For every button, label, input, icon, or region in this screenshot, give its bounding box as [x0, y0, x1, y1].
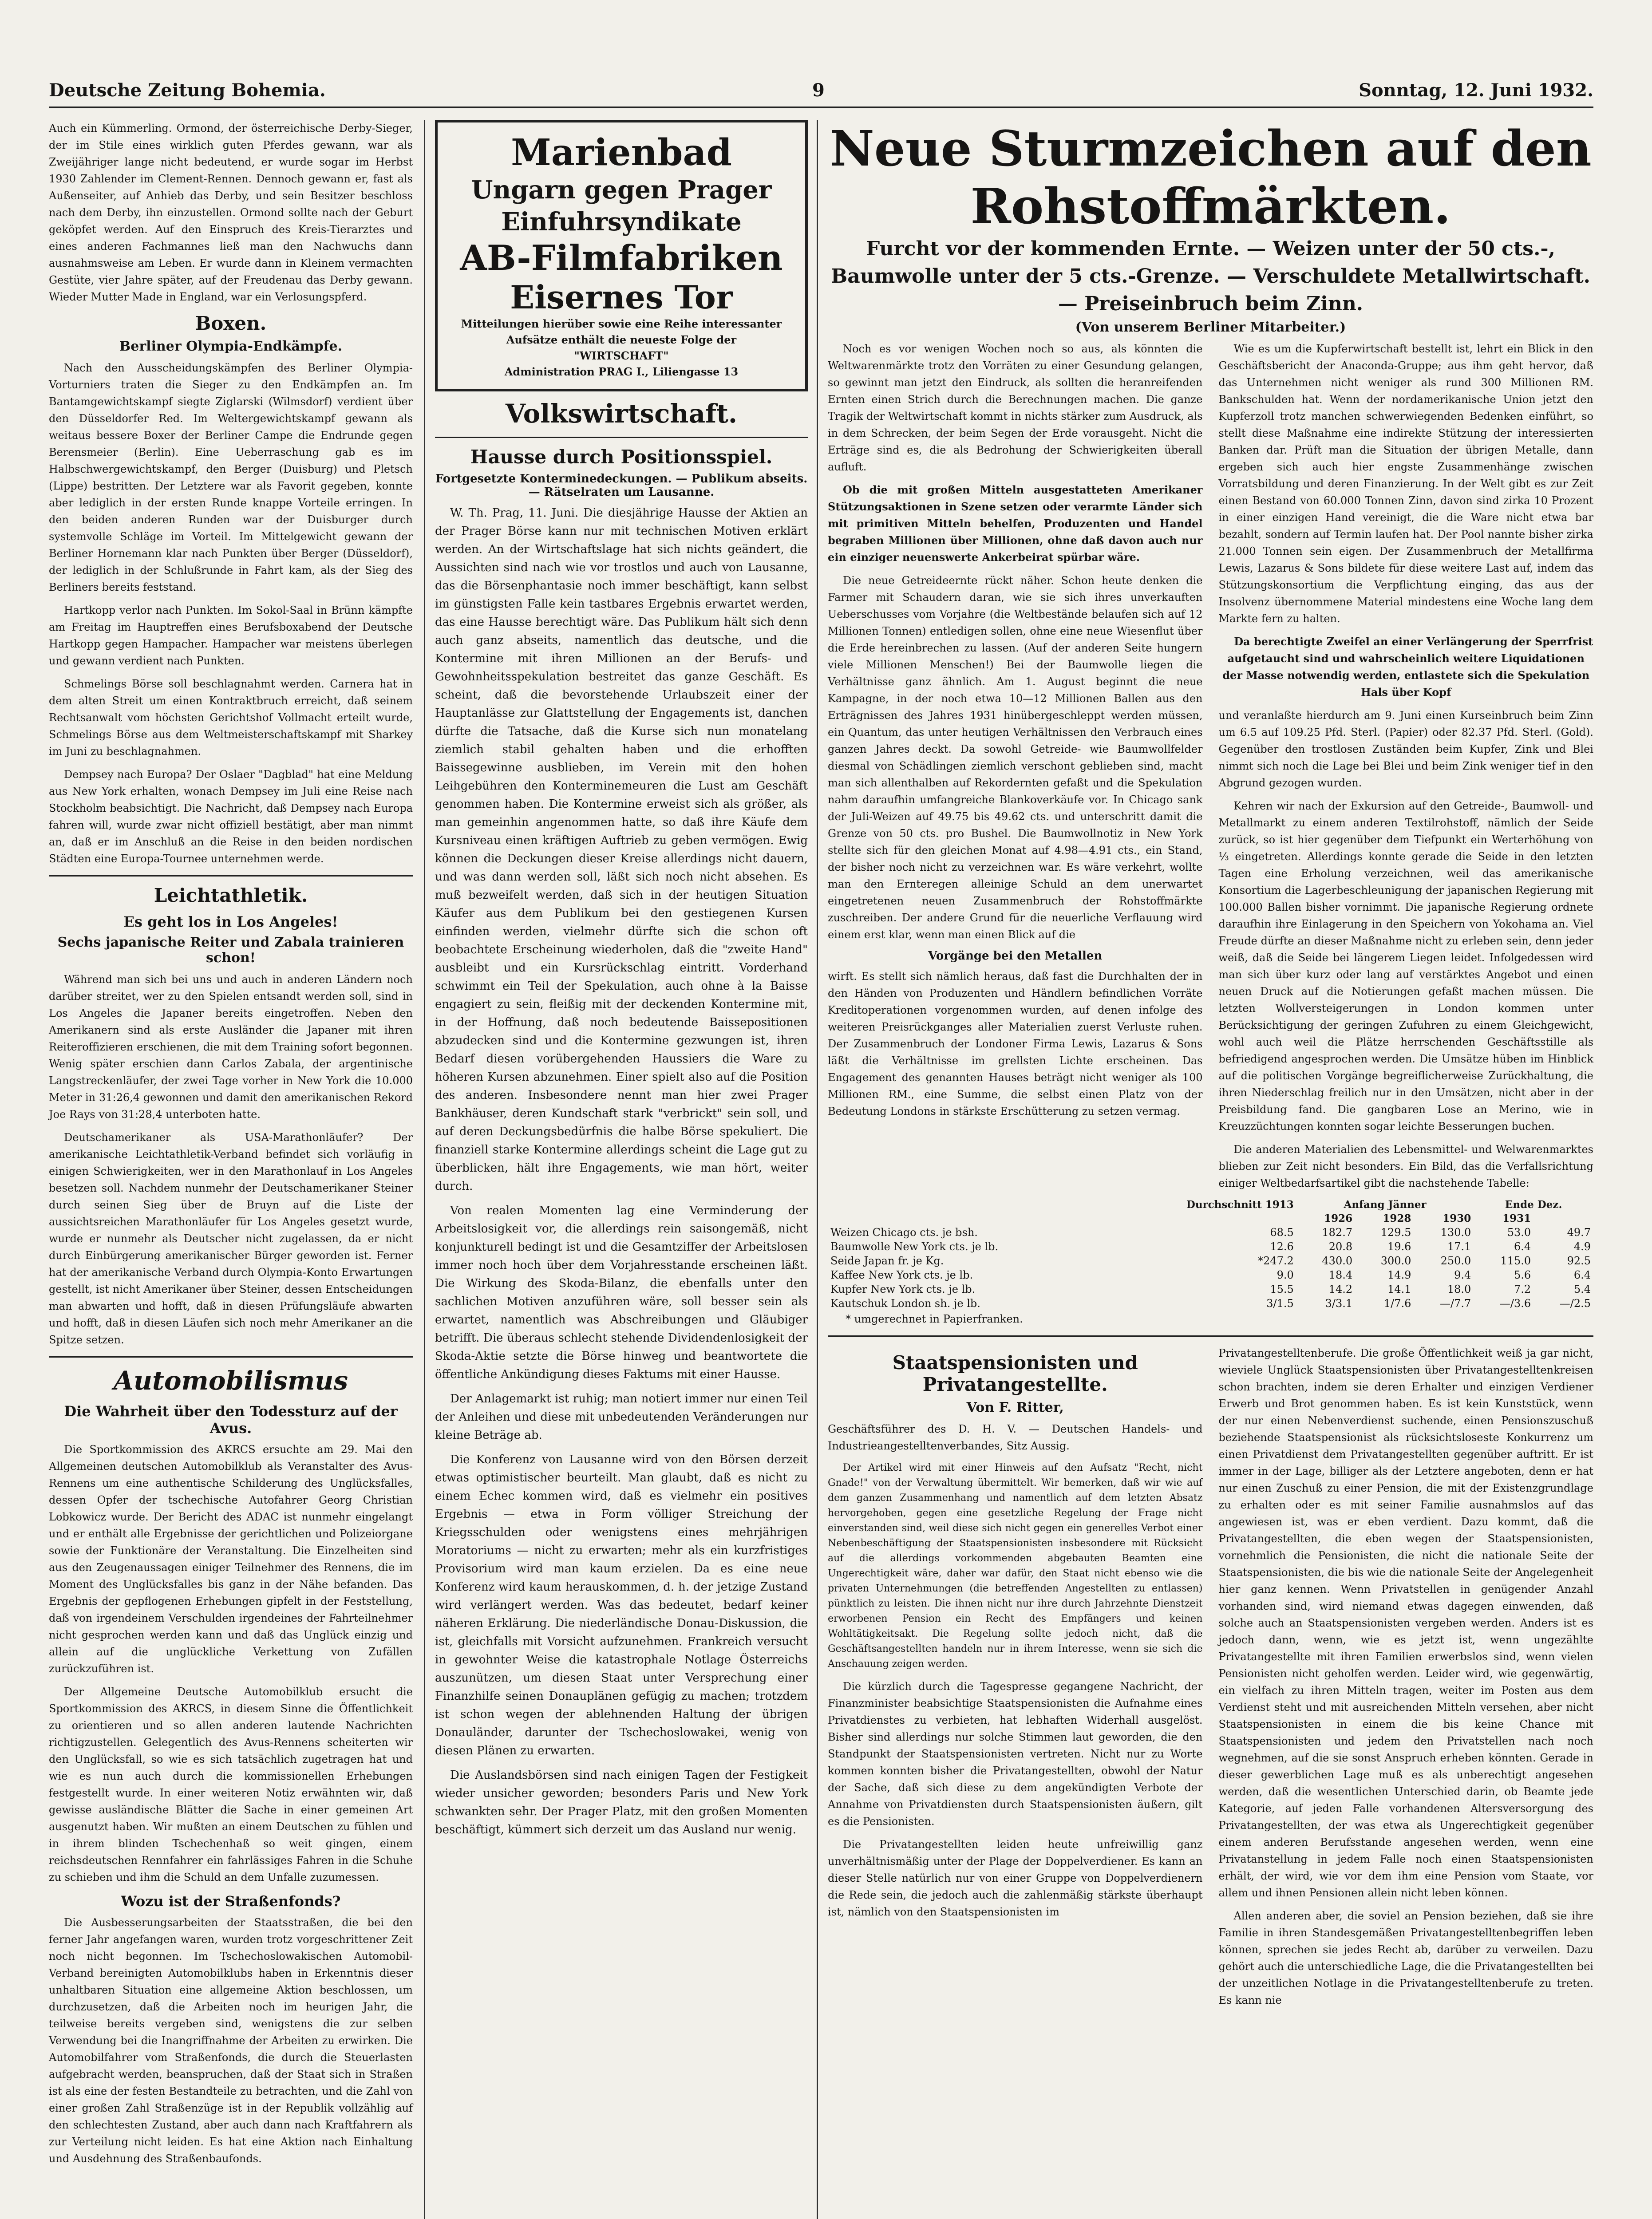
price-cell: 18.0 [1447, 1283, 1471, 1295]
table-row [828, 1240, 1593, 1254]
paragraph: Die Konferenz von Lausanne wird von den Börsen derzeit etwas optimistischer beurteilt. Man glaubt, daß es nicht zu einem Echec kommen wird, daß es vielmehr ein positives Ergebnis — etwa in Form völliger Streichung der Kriegsschulden oder wenigstens eines mehrjährigen Moratoriums — nicht zu erwarten; mehr als ein kurzfristiges Provisorium wird man kaum erzielen. Da es eine neue Konferenz wird kaum herauskommen, d. h. der jetzige Zustand wird verlängert werden. Was das bedeutet, bedarf keiner näheren Erklärung. Die niederländische Donau-Diskussion, die ist, gleichfalls mit Vorsicht aufzunehmen. Frankreich versucht in gewohnter Weise die katastrophale Notlage Österreichs auszunützen, um diesen Staat unter Versprechung einer Finanzhilfe seinen Donauplänen gefügig zu machen; trotzdem ist schon wegen der ablehnenden Haltung der übrigen Donauländer, darunter der Tschechoslowakei, wenig von diesen Plänen zu erwarten. [435, 1453, 808, 1757]
paragraph: Deutschamerikaner als USA-Marathonläufer? Der amerikanische Leichtathletik-Verband befindet sich vorläufig in einigen Schwierigkeiten, wer in den Marathonlauf in Los Angeles besetzen soll. Nachdem nunmehr der Deutschamerikaner Steiner durch seinen Sieg über de Bruyn auf die Liste der aussichtsreichen Marathonläufer für Los Angeles gesetzt wurde, wurde er nunmehr als Deutscher nicht zugelassen, da er nicht durch Einbürgerung amerikanischer Bürger geworden ist. Ferner hat der amerikanische Verband durch Olympia-Konto Erwartungen gestellt, ist nicht Amerikaner über Steiner, dessen Entscheidungen man abwarten und hofft, daß in diesen Prüfungsläufe abwarten und hofft, daß in diesen Läufen sich noch mehr Amerikaner an die Spitze setzen. [49, 1131, 413, 1346]
editorial-note: Der Artikel wird mit einer Hinweis auf den Aufsatz "Recht, nicht Gnade!" von der Verwaltung übermittelt. Wir bemerken, daß wir wie auf dem ganzen Zusammenhang und namentlich auf dem letzten Absatz hervorgehoben, gegen eine gesetzliche Regelung der Frage nicht einverstanden sind, weil diese sich nicht gegen ein generelles Verbot einer Nebenbeschäftigung der Staatspensionisten insbesondere mit Rücksicht auf die allerdings vorkommenden abgebauten Beamten eine Ungerechtigkeit wäre, daher war dafür, den Staat nicht ebenso wie die privaten Unternehmungen (die betreffenden Angestellten zu entlassen) pünktlich zu leisten. Die ihnen nicht nur ihre durch Jahrzehnte Dienstzeit erworbenen Pension ein Recht des Empfängers und keinen Wohltätigkeitsakt. Die Regelung sollte jedoch nicht, daß die Geschäftsangestellten handeln nur in ihrem Interesse, wenn sie sich die Anschauung zeigen werden. [828, 1462, 1203, 1670]
page-header [49, 80, 1593, 108]
column-rule [424, 120, 425, 2219]
subcolumn-left [828, 1345, 1203, 2015]
table-header: Ende Dez. [1505, 1199, 1562, 1211]
price-cell: 68.5 [1270, 1226, 1294, 1239]
table-row [828, 1268, 1593, 1282]
subcolumn-left [828, 340, 1203, 1198]
newspaper-name: Deutsche Zeitung Bohemia. [49, 80, 326, 101]
article-subheading: Fortgesetzte Konterminedeckungen. — Publikum abseits. — Rätselraten um Lausanne. [435, 472, 808, 499]
ad-line: Ungarn gegen Prager Einfuhrsyndikate [471, 175, 772, 237]
table-body [828, 1225, 1593, 1311]
column-sport [49, 120, 413, 2173]
paragraph: Der Allgemeine Deutsche Automobilklub ersucht die Sportkommission des AKRCS, in diesem Sinne die Öffentlichkeit zu orientieren und so allen anderen lautende Nachrichten richtigzustellen. Gelegentlich des Avus-Rennens scheiterten wir den Unglücksfall, so wie es sich tatsächlich zugetragen hat und wie es nun auch durch die kommissionellen Erhebungen festgestellt wurde. In einer weiteren Notiz erwähnten wir, daß gewisse ausländische Blätter die Sache in einer gemeinen Art ausgenutzt haben. Wir mußten an einem Deutschen zu fühlen und in ihrem blinden Tschechenhaß so weit gingen, einem reichsdeutschen Rennfahrer ein fahrlässiges Fahren in die Schuhe zu schieben und ihm die Schuld an dem Unfalle zuzumessen. [49, 1686, 413, 1883]
paragraph: Privatangestelltenberufe. Die große Öffentlichkeit weiß ja gar nicht, wieviele Unglück Staatspensionisten über Privatangestelltenkreisen schon brachten, indem sie deren Erhalter und einzigen Verdiener Erwerb und Brot genommen haben. Es ist kein Kunststück, wenn der nur einen Nebenverdienst suchende, einen Pensionszuschuß beziehende Staatspensionist als rücksichtsloseste Konkurrenz um einen Privatdienst dem Privatangestellten gegenüber auftritt. Er ist immer in der Lage, billiger als der Letztere angeboten, denn er hat nur einen Zuschuß zu einer Pension, die mit der Existenzgrundlage zu erhalten oder es mit seiner Familie ausnahmslos auf das angewiesen ist, was er eben verdient. Dazu kommt, daß die Privatangestellten, die eben wegen der Staatspensionisten, vornehmlich die Pensionisten, die nicht die nationale Seite der Staatspensionisten, die bis wie die nationale Seite der Angelegenheit hier ganz kennen. Wenn Privatstellen in genügender Anzahl vorhanden sind, wird niemand etwas dagegen einwenden, daß solche auch an Staatspensionisten vergeben werden. Anders ist es jedoch dann, wenn, wie es jetzt ist, wenn ungezählte Privatangestellte mit ihren Familien erwerbslos sind, wenn vielen Pensionisten nicht geholfen werden. Leider wird, wie gegenwärtig, ein vielfach zu ihren Mitteln tragen, weiter im Posten aus dem Verdienst steht und mit ausreichenden Mitteln versehen, aber nicht Staatspensionisten in einem die bis keine Chance mit Staatspensionisten und jedem den Privatstellen nach noch wegnehmen, auf die sie sonst Anspruch erheben könnten. Gerade in dieser gewerblichen Lage muß es als unberechtigt angesehen werden, daß die wesentlichen Unterschied darin, ob Beamte jede Kategorie, auf jeden Falle vorhandenen Altersversorgung des Privatangestellten, der was etwa als Ungerechtigkeit gegenüber einem anderen Berufsstande angesehen werden, wenn eine Privatanstellung in jedem Falle noch einen Staatspensionisten erhält, der wird, wie vor dem ihm eine Pension vom Staate, vor allem und ihnen Pensionen allein nicht leben können. [1218, 1347, 1593, 1899]
price-cell: —/2.5 [1559, 1297, 1591, 1310]
price-cell: 9.4 [1454, 1269, 1471, 1281]
price-cell: 15.5 [1270, 1283, 1294, 1295]
paragraph: Die Ausbesserungsarbeiten der Staatsstraßen, die bei den ferner Jahr angefangen waren, wurden trotz vorgeschrittener Zeit noch nicht begonnen. Im Tschechoslowakischen Automobil-Verband bereinigten Automobilklubs haben in Erkenntnis dieser unhaltbaren Situation eine allgemeine Aktion beschlossen, um durchzusetzen, daß die Arbeiten noch im heurigen Jahr, die teilweise bereits vergeben sind, wenigstens die zur selben Verwendung bei die Inangriffnahme der Arbeiten zu erwirken. Die Automobilfahrer vom Straßenfonds, die durch die Steuerlasten aufgebracht werden, beanspruchen, daß der Staat sich in Straßen ist als eine der festen Bestandteile zu betrachten, und die Zahl von einer großen Zahl Straßenzüge ist in der Republik vollzählig auf den schlechtesten Zustand, aber auch dann nach Kraftfahrern als zur Verteilung nicht leiden. Es hat eine Aktion nach Einhaltung und Ausdehnung des Straßenbaufonds. [49, 1916, 413, 2165]
article-byline: (Von unserem Berliner Mitarbeiter.) [1075, 320, 1346, 335]
price-cell: 182.7 [1322, 1226, 1353, 1239]
price-cell: —/3.6 [1499, 1297, 1531, 1310]
divider [828, 1335, 1593, 1337]
table-header: 1926 [1324, 1212, 1353, 1224]
two-column-body [828, 340, 1593, 1198]
price-cell: 6.4 [1514, 1240, 1531, 1253]
subcolumn-right [1219, 1345, 1594, 2015]
section-heading: Leichtathletik. [154, 884, 308, 906]
ad-line: Eisernes Tor [510, 278, 733, 316]
paragraph: W. Th. Prag, 11. Juni. Die diesjährige Hausse der Aktien an der Prager Börse kann nur mit technischen Motiven erklärt werden. An der Wirtschaftslage hat sich nichts geändert, die Aussichten sind nach wie vor trostlos und auch von Lausanne, das die Börsenphantasie noch immer beschäftigt, kann selbst im günstigsten Falle kein tastbares Ergebnis erwartet werden, das eine Hausse berechtigt wäre. Das Publikum hält sich denn auch ganz abseits, namentlich das deutsche, und die Kontermine mit ihren Millionen an der Berufs- und Gewohnheitsspekulation bestreitet das ganze Geschäft. Es scheint, daß die bevorstehende Urlaubszeit einer der Hauptanlässe zur Glattstellung der Engagements ist, danchen dürfte die Tatsache, daß die Kurse sich nun monatelang ziemlich stabil gehalten haben und die erhofften Baissegewinne ausblieben, im Verein mit den hohen Leihgebühren den Konterminemeuren die Lust am Geschäft genommen haben. Die Kontermine erweist sich als größer, als man gemeinhin angenommen hatte, so daß ihre Käufe dem Kursniveau einen kräftigen Auftrieb zu geben vermögen. Ewig können die Deckungen dieser Kreise allerdings nicht dauern, und was dann werden soll, läßt sich noch nicht absehen. Es muß bezweifelt werden, daß sich in der heutigen Situation Käufer aus dem Publikum bei den gestiegenen Kursen einfinden werden, vielmehr dürfte sich die schon oft beobachtete Erscheinung wiederholen, daß die "zweite Hand" ausbleibt und ein Kursrückschlag eintritt. Vorderhand schwimmt ein Teil der Spekulation, auch ohne à la Baisse engagiert zu sein, fleißig mit der deckenden Kontermine mit, in der Hoffnung, daß noch bedeutende Baissepositionen abzudecken sind und die Kontermine gezwungen ist, ihren Bedarf diesen vorübergehenden Haussiers die Ware zu höheren Kursen abzunehmen. Einer spielt also auf die Position des anderen. Insbesondere nennt man hier zwei Prager Bankhäuser, deren Kundschaft stark "verbrickt" sein soll, und auf deren Deckungsbedürfnis die halbe Börse spekuliert. Die finanziell starke Kontermine allerdings scheint die Lage gut zu überblicken, hält ihre Engagements, wie man hört, weiter durch. [435, 506, 808, 1193]
author-role: Geschäftsführer des D. H. V. — Deutschen Handels- und Industrieangestelltenverbandes, Sitz Aussig. [828, 1423, 1203, 1452]
column-commodities [828, 120, 1593, 2015]
paragraph: Nach den Ausscheidungskämpfen des Berliner Olympia-Vorturniers traten die Sieger zu den Endkämpfen an. Im Bantamgewichtskampf siegte Ziglarski (Wilmsdorf) verdient über den Düsseldorfer Red. Im Weltergewichtskampf gewann als weitaus bessere Boxer der Berliner Campe die Endrunde gegen Berensmeier (Berlin). Eine Ueberraschung gab es im Halbschwergewichtskampf, den Berger (Duisburg) und Pletsch (Lippe) bestritten. Der Letztere war als Favorit gegeben, konnte aber lediglich in der ersten Runde knappe Vorteile erringen. In den beiden anderen Runden war der Duisburger durch systemvolle Schläge im Vorteil. Im Mittelgewicht gewann der Berliner Hornemann klar nach Punkten über Berger (Düsseldorf), der lediglich in der Schlußrunde in Fahrt kam, als der Sieg des Berliners bereits feststand. [49, 362, 413, 593]
ad-title: Marienbad [511, 131, 732, 174]
paragraph: Noch es vor wenigen Wochen noch so aus, als könnten die Weltwarenmärkte trotz den Vorräten zu einer Gesundung gelangen, so gewinnt man jetzt den Eindruck, als sollten die heranreifenden Ernten einen Strich durch die Berechnungen machen. Die ganze Tragik der Weltwirtschaft kommt in nichts stärker zum Ausdruck, als in dem Schrecken, der beim Segen der Erde vorausgeht. Nicht die Erträge sind es, die als Bedrohung der Schwierigkeiten überall aufluft. [828, 343, 1203, 473]
page-number: 9 [812, 80, 825, 101]
paragraph: Auch ein Kümmerling. Ormond, der österreichische Derby-Sieger, der im Stile eines wirklich guten Pferdes gewann, war als Zweijähriger lange nicht bedeutend, er wurde sogar im Herbst 1930 Zahlender im Clement-Rennen. Dennoch gewann er, fast als Außenseiter, auf Anhieb das Derby, und sein Besitzer beschloss nach dem Derby, ihn einzustellen. Ormond sollte nach der Geburt geköpfet werden. Auf den Einspruch des Kreis-Tierarztes und eines anderen Fachmannes ließ man den Nachwuchs dann ausnahmsweise am Leben. Er wurde dann in Kleinem vermachten Gestüte, vier Jahre später, auf der Freudenau das Derby gewann. Wieder Mutter Made in England, war ein Verlosungspferd. [49, 122, 413, 303]
commodity-name: Kautschuk London sh. je lb. [830, 1297, 980, 1310]
price-cell: 5.6 [1514, 1269, 1531, 1281]
table-footnote: * umgerechnet in Papierfranken. [846, 1313, 1023, 1325]
table-header: Anfang Jänner [1344, 1199, 1427, 1211]
article-title: Die Wahrheit über den Todessturz auf der Avus. [64, 1403, 398, 1437]
paragraph: Von realen Momenten lag eine Verminderung der Arbeitslosigkeit vor, die allerdings rein saisongemäß, nicht konjunkturell bedingt ist und die Gesamtziffer der Arbeitslosen immer noch hoch über dem Vorjahresstande erscheinen läßt. Die Wirkung des Skoda-Bilanz, die ebenfalls unter den sachlichen Motiven anzuführen wäre, soll besser sein als erwartet, namentlich was Abschreibungen und Gläubiger betrifft. Die überaus schlecht stehende Dividendenlosigkeit der Skoda-Aktie setzte die Börse hinweg und beantwortete die öffentliche Ankündigung dieses Faktums mit einer Hausse. [435, 1204, 808, 1381]
price-cell: 3/3.1 [1325, 1297, 1353, 1310]
paragraph: Kehren wir nach der Exkursion auf den Getreide-, Baumwoll- und Metallmarkt zu einem anderen Textilrohstoff, nämlich der Seide zurück, so ist hier gegenüber dem Tiefpunkt ein Werterhöhung von ⅓ eingetreten. Allerdings konnte gerade die Seide in den letzten Tagen eine Erholung verzeichnen, weil das amerikanische Konsortium die Lagerbeschleunigung der japanischen Regierung mit 100.000 Ballen bisher vornimmt. Die japanische Regierung ordnete daraufhin ihre Einlagerung in den Speichern von Yokohama an. Viel Freude dürfte an dieser Maßnahme nicht zu erleben sein, denn jeder weiß, daß die Seide bei längerem Liegen leidet. Infolgedessen wird man sich über kurz oder lang auf verstärktes Angebot und einen neuen Druck auf die Notierungen gefaßt machen müssen. Die letzten Wollversteigerungen in London kommen unter Berücksichtigung der geringen Zufuhren zu einem Gleichgewicht, wohl auch weil die Plätze herrschenden Geschäftsstille als befriedigend angesprochen werden. Die Umsätze hüben im Hinblick auf die politischen Vorgänge begreiflicherweise Zurückhaltung, die ihren Niederschlag freilich nur in den Umsätzen, nicht aber in der Preisbildung fand. Die gangbaren Lose an Merino, wie in Kreuzzüchtungen konnten sogar leichte Besserungen buchen. [1218, 800, 1593, 1133]
ad-publication: "WIRTSCHAFT" [574, 349, 669, 362]
table-row [828, 1296, 1593, 1311]
column-economy [435, 120, 808, 1845]
price-cell: 19.6 [1387, 1240, 1411, 1253]
article-title: Neue Sturmzeichen auf den Rohstoffmärkten. [830, 120, 1592, 235]
commodity-name: Kaffee New York cts. je lb. [830, 1269, 973, 1281]
table-header [828, 1212, 1112, 1225]
price-table [828, 1198, 1593, 1311]
article-byline: Von F. Ritter, [966, 1400, 1064, 1415]
article-title: Staatspensionisten und Privatangestellte. [892, 1352, 1138, 1395]
table-header: 1928 [1383, 1212, 1411, 1224]
article-subheading: Sechs japanische Reiter und Zabala trainieren schon! [57, 935, 404, 966]
article-title: Wozu ist der Straßenfonds? [121, 1893, 341, 1910]
price-cell: 12.6 [1270, 1240, 1294, 1253]
price-cell: 129.5 [1380, 1226, 1411, 1239]
price-cell: 430.0 [1322, 1255, 1353, 1267]
pension-article [828, 1345, 1593, 2015]
price-cell: 18.4 [1328, 1269, 1353, 1281]
column-rule [817, 120, 818, 2219]
paragraph: Während man sich bei uns und auch in anderen Ländern noch darüber streitet, wer zu den Spielen entsandt werden soll, sind in Los Angeles die Japaner bereits eingetroffen. Neben den Amerikanern sind als erste Ausländer die Japaner mit ihren Reiteroffizieren erschienen, die mit dem Training sofort begonnen. Wenig später erschien dann Carlos Zabala, der argentinische Langstreckenläufer, der zwei Tage vorher in New York die 10.000 Meter in 31:26,4 gewonnen und damit den amerikanischen Rekord Joe Rays von 31:28,4 unterboten hatte. [49, 973, 413, 1121]
paragraph: Der Anlagemarkt ist ruhig; man notiert immer nur einen Teil der Anleihen und diese mit unbedeutenden Veränderungen nur kleine Beträge ab. [435, 1392, 808, 1442]
table-row [828, 1225, 1593, 1240]
article-lead: Furcht vor der kommenden Ernte. — Weizen unter der 50 cts.-, Baumwolle unter der 5 cts.-Grenze. — Verschuldete Metallwirtschaft. — Preiseinbruch beim Zinn. [831, 237, 1590, 315]
table-header-row [828, 1198, 1593, 1212]
subcolumn-right [1219, 340, 1594, 1198]
table-header [1112, 1212, 1296, 1225]
paragraph: Schmelings Börse soll beschlagnahmt werden. Carnera hat in dem alten Streit um einen Kontraktbruch erreicht, daß seinem Rechtsanwalt vom höchsten Gerichtshof Vollmacht erteilt wurde, Schmelings Börse aus dem Weltmeisterschaftskampf mit Sharkey im Juni zu beschlagnahmen. [49, 678, 413, 758]
ad-note: Mitteilungen hierüber sowie eine Reihe interessanter Aufsätze enthält die neueste Folge der [461, 317, 782, 346]
price-cell: 20.8 [1328, 1240, 1353, 1253]
article-subheading: Berliner Olympia-Endkämpfe. [119, 339, 343, 354]
section-heading: Boxen. [195, 312, 267, 334]
price-cell: 49.7 [1567, 1226, 1591, 1239]
paragraph: Allen anderen aber, die soviel an Pension beziehen, daß sie ihre Familie in ihren Standesgemäßen Privatangestelltenbegriffen leben können, sprechen sie jedes Recht ab, darüber zu verweilen. Dazu gehört auch die unterschiedliche Lage, die die Privatangestellten bei der unzeitlichen Notlage in die Privatangestelltenberufe zu treten. Es kann nie [1218, 1910, 1593, 2006]
price-cell: 1/7.6 [1383, 1297, 1411, 1310]
price-cell: 3/1.5 [1266, 1297, 1294, 1310]
paragraph: Die Auslandsbörsen sind nach einigen Tagen der Festigkeit wieder unsicher geworden; besonders Paris und New York schwankten sehr. Der Prager Platz, mit den großen Momenten beschäftigt, kümmert sich derzeit um das Ausland nur wenig. [435, 1769, 808, 1836]
divider [435, 437, 808, 438]
paragraph: und veranlaßte hierdurch am 9. Juni einen Kurseinbruch beim Zinn um 6.5 auf 109.25 Pfd. Sterl. (Papier) oder 82.37 Pfd. Sterl. (Gold). Gegenüber den trostlosen Zuständen beim Kupfer, Zink und Blei nimmt sich noch die Lage bei Blei und beim Zink weniger tief in den Abgrund gezogen wurden. [1218, 709, 1593, 789]
table-row [828, 1282, 1593, 1296]
paragraph: Da berechtigte Zweifel an einer Verlängerung der Sperrfrist aufgetaucht sind und wahrscheinlich weitere Liquidationen der Masse notwendig werden, entlastete sich die Spekulation Hals über Kopf [1222, 635, 1593, 699]
commodity-name: Weizen Chicago cts. je bsh. [830, 1226, 978, 1239]
paragraph: Dempsey nach Europa? Der Oslaer "Dagblad" hat eine Meldung aus New York erhalten, wonach Dempsey im Juli eine Reise nach Stockholm beabsichtigt. Die Nachricht, daß Dempsey nach Europa fahren will, wurde zwar nicht offiziell bestätigt, aber man nimmt an, daß er im Anschluß an die Reise in den beiden nordischen Städten eine Europa-Tournee unternehmen werde. [49, 768, 413, 865]
price-cell: 92.5 [1567, 1255, 1591, 1267]
price-cell: 14.1 [1387, 1283, 1411, 1295]
commodity-name: Baumwolle New York cts. je lb. [830, 1240, 999, 1253]
article-title: Hausse durch Positionsspiel. [470, 446, 773, 468]
paragraph: Die Privatangestellten leiden heute unfreiwillig ganz unverhältnismäßig unter der Plage der Doppelverdiener. Es kann an dieser Stelle natürlich nur von einer Gruppe von Doppelverdienern die Rede sein, die jedoch auch die zahlenmäßig stärkste überhaupt ist, nämlich von den Staatspensionisten im [828, 1838, 1203, 1918]
table-header: 1930 [1443, 1212, 1471, 1224]
paragraph: Ob die mit großen Mitteln ausgestatteten Amerikaner Stützungsaktionen in Szene setzen oder verarmte Länder sich mit primitiven Mitteln behelfen, Produzenten und Handel begraben Millionen über Millionen, ohne daß davon auch nur ein einziger neuenswerte Ankerbeirat spürbar wäre. [828, 483, 1203, 564]
divider [49, 875, 413, 877]
commodity-name: Seide Japan fr. je Kg. [830, 1255, 944, 1267]
section-heading: Volkswirtschaft. [505, 399, 738, 429]
table-header [828, 1198, 1112, 1212]
advertisement-box [435, 120, 808, 391]
paragraph: wirft. Es stellt sich nämlich heraus, daß fast die Durchhalten der in den Händen von Produzenten und Händlern befindlichen Vorräte Kreditoperationen vorgenommen wurden, auf denen infolge des weiteren Preisrückganges aller Materialien zuerst Verluste ruhen. Der Zusammenbruch der Londoner Firma Lewis, Lazarus & Sons läßt die Verhältnisse im grellsten Lichte erscheinen. Das Engagement des genannten Hauses beträgt nicht weniger als 100 Millionen RM., eine Summe, die selbst einen Platz von der Bedeutung Londons in stärkste Erschütterung zu setzen vermag. [828, 970, 1203, 1117]
paragraph: Wie es um die Kupferwirtschaft bestellt ist, lehrt ein Blick in den Geschäftsbericht der Anaconda-Gruppe; aus ihm geht hervor, daß das Unternehmen nicht weniger als rund 300 Millionen RM. Bankschulden hat. Wenn der nordamerikanische Union jetzt den Kupferzoll trotz manchen schwerwiegenden Bedenken einführt, so stellt diese Maßnahme eine indirekte Stützung der interessierten Banken dar. Prüft man die Situation der übrigen Metalle, dann ergeben sich auch hier engste Zusammenhänge zwischen Vorratsbildung und deren Finanzierung. In der Welt gibt es zur Zeit einen Bestand von 60.000 Tonnen Zinn, davon sind zirka 10 Prozent in einer einzigen Hand vereinigt, die die Ware nicht etwa bar bezahlt, sondern auf Termin laufen hat. Der Pool nannte bisher zirka 21.000 Tonnen sein eigen. Der Zusammenbruch der Metallfirma Lewis, Lazarus & Sons bildete für diese weitere Last auf, indem das Stützungskonsortium die Verpflichtung einging, das aus der Insolvenz übernommene Material mindestens eine Woche lang dem Markte fern zu halten. [1218, 343, 1593, 625]
price-cell: *247.2 [1258, 1255, 1294, 1267]
price-cell: 115.0 [1500, 1255, 1531, 1267]
price-cell: 17.1 [1447, 1240, 1471, 1253]
paragraph: Die neue Getreideernte rückt näher. Schon heute denken die Farmer mit Schaudern daran, wie sie sich ihres unverkauften Ueberschusses vom Vorjahre (die Weltbestände belaufen sich auf 12 Millionen Tonnen) entledigen sollen, ohne eine neue Wiesenflut über die Erde hereinbrechen zu lassen. (Auf der anderen Seite hungern viele Millionen Menschen!) Bei der Baumwolle liegen die Verhältnisse ganz ähnlich. Am 1. August beginnt die neue Kampagne, in der noch etwa 10—12 Millionen Ballen aus den Erträgnissen des Jahres 1931 hinübergeschleppt werden müssen, ein Quantum, das unter heutigen Verhältnissen den Verbrauch eines ganzen Jahres deckt. Da sowohl Getreide- wie Baumwollfelder diesmal von Schädlingen ziemlich verschont geblieben sind, macht man sich allenthalben auf Rekordernten gefaßt und die Spekulation nahm daraufhin umfangreiche Blankoverkäufe vor. In Chicago sank der Juli-Weizen auf 49.75 bis 49.62 cts. und unterschritt damit die Grenze von 50 cts. pro Bushel. Die Baumwollnotiz in New York stellte sich für den gleichen Monat auf 4.98—4.91 cts., ein Stand, der bisher noch nicht zu verzeichnen war. Es wäre verkehrt, wollte man den Ernteregen alleinige Schuld an dem unerwartet eingetretenen neuen Zusammenbruch der Rohstoffmärkte zuschreiben. Der andere Grund für die neuerliche Verflauung wird einem erst klar, wenn man einen Blick auf die [828, 574, 1203, 941]
price-cell: 9.0 [1277, 1269, 1294, 1281]
divider [49, 1356, 413, 1358]
price-cell: 5.4 [1573, 1283, 1591, 1295]
table-header-row [828, 1212, 1593, 1225]
price-cell: 4.9 [1573, 1240, 1591, 1253]
table-header: Durchschnitt 1913 [1186, 1199, 1294, 1211]
price-cell: 300.0 [1380, 1255, 1411, 1267]
price-cell: 53.0 [1507, 1226, 1531, 1239]
table-row [828, 1254, 1593, 1268]
price-cell: 250.0 [1440, 1255, 1471, 1267]
section-heading: Automobilismus [113, 1366, 348, 1396]
paragraph: Die anderen Materialien des Lebensmittel- und Welwarenmarktes blieben zur Zeit nicht besonders. Ein Bild, das die Verfallsrichtung einiger Weltbedarfsartikel gibt die nachstehende Tabelle: [1218, 1143, 1593, 1189]
ad-line: AB-Filmfabriken [460, 238, 783, 278]
price-cell: 14.9 [1387, 1269, 1411, 1281]
table-header [1533, 1212, 1593, 1225]
price-cell: —/7.7 [1440, 1297, 1471, 1310]
paragraph: Die kürzlich durch die Tagespresse gegangene Nachricht, der Finanzminister beabsichtige Staatspensionisten die Aufnahme eines Privatdienstes zu verbieten, hat lebhaften Widerhall ausgelöst. Bisher sind allerdings nur solche Stimmen laut geworden, die den Standpunkt der Staatspensionisten vertreten. Nicht nur zu Worte kommen konnten bisher die Privatangestellten, obwohl der Natur der Sache, daß sich diese zu dem angekündigten Verbote der Annahme von Privatdiensten durch Staatspensionisten äußern, gilt es die Pensionisten. [828, 1680, 1203, 1828]
article-subheading: Vorgänge bei den Metallen [928, 949, 1103, 963]
price-cell: 130.0 [1440, 1226, 1471, 1239]
article-title: Es geht los in Los Angeles! [123, 913, 338, 930]
commodity-name: Kupfer New York cts. je lb. [830, 1283, 976, 1295]
price-cell: 14.2 [1328, 1283, 1353, 1295]
issue-date: Sonntag, 12. Juni 1932. [1359, 80, 1593, 101]
price-cell: 7.2 [1514, 1283, 1531, 1295]
paragraph: Die Sportkommission des AKRCS ersuchte am 29. Mai den Allgemeinen deutschen Automobilklub als Veranstalter des Avus-Rennens um eine authentische Schilderung des Unglücksfalles, dessen Opfer der tschechische Autofahrer Georg Christian Lobkowicz wurde. Der Bericht des ADAC ist nunmehr eingelangt und er enthält alle Ergebnisse der gerichtlichen und Polizeiorgane sowie der Funktionäre der Veranstaltung. Die Einzelheiten sind aus den Zeugenaussagen einiger Teilnehmer des Rennens, die im Moment des Unglücksfalles bis ganz in der Nähe befanden. Das Ergebnis der gepflogenen Erhebungen gipfelt in der Feststellung, daß von irgendeinem Verschulden irgendeines der Fahrteilnehmer nicht gesprochen werden kann und daß das Unglück einzig und allein auf die unglückliche Verkettung von Zufällen zurückzuführen ist. [49, 1443, 413, 1675]
paragraph: Hartkopp verlor nach Punkten. Im Sokol-Saal in Brünn kämpfte am Freitag im Hauptreffen eines Berufsboxabend der Deutsche Hartkopp gegen Hampacher. Hampacher war meistens überlegen und gewann verdient nach Punkten. [49, 604, 413, 667]
ad-address: Administration PRAG I., Liliengasse 13 [504, 365, 739, 378]
table-header: 1931 [1502, 1212, 1531, 1224]
price-cell: 6.4 [1573, 1269, 1591, 1281]
